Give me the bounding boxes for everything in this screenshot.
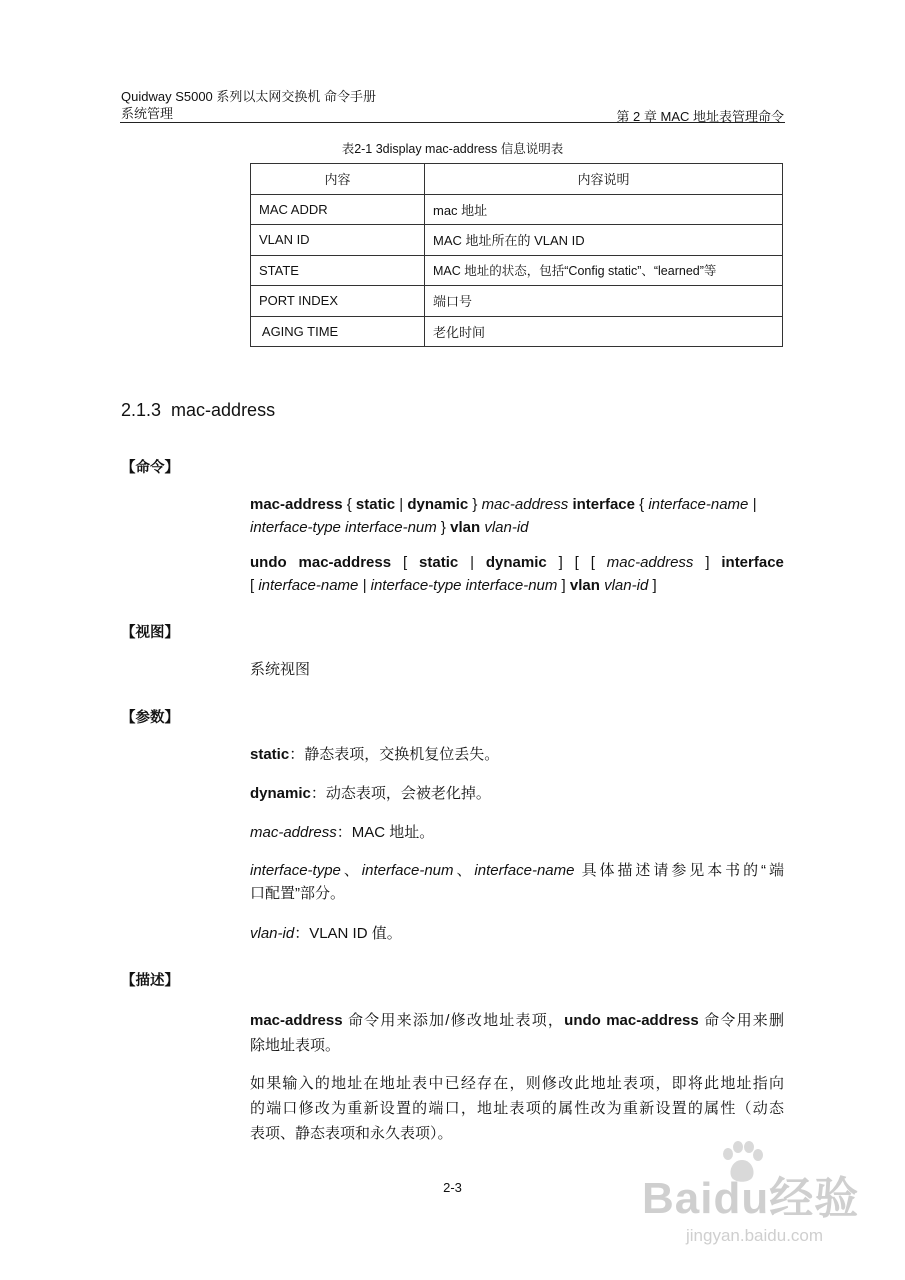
keyword: interface [572, 496, 635, 513]
table-header-row [251, 164, 783, 195]
keyword: static [419, 554, 459, 571]
argument: interface-num [361, 862, 454, 879]
syntax-token: { [342, 496, 356, 513]
table-caption: 表2-1 3display mac-address 信息说明表 [341, 142, 564, 156]
param-desc: 具体描述请参见本书的“端 [574, 862, 784, 879]
param-desc: ：VLAN ID 值。 [294, 925, 402, 942]
syntax-token: | [470, 554, 474, 571]
info-table [250, 163, 783, 347]
argument: interface-name | interface-type interface-num [258, 577, 558, 594]
table-row [251, 316, 783, 347]
table-header-cell: 内容说明 [425, 164, 783, 195]
command-syntax-line-1 [250, 493, 784, 516]
desc-text: 命令用来添加/修改地址表项， [342, 1012, 565, 1029]
desc-para-2-line-3: 表项、静态表项和永久表项）。 [250, 1125, 453, 1142]
table-cell-field: AGING TIME [251, 316, 425, 347]
syntax-token: } [436, 519, 451, 536]
syntax-token: { [634, 496, 649, 513]
table-cell-field: PORT INDEX [251, 286, 425, 317]
param-desc: ：动态表项，会被老化掉。 [310, 785, 491, 802]
keyword: mac-address [298, 554, 392, 571]
params-label: 【参数】 [121, 710, 179, 726]
command-label: 【命令】 [121, 460, 179, 476]
table-cell-field: VLAN ID [251, 225, 425, 256]
table-cell-desc: MAC 地址所在的 VLAN ID [425, 225, 783, 256]
keyword: vlan [569, 577, 600, 594]
keyword: dynamic [407, 496, 469, 513]
param-interface [250, 859, 784, 882]
syntax-token: 、 [340, 862, 362, 879]
syntax-token: ] [558, 554, 563, 571]
argument: interface-type interface-num [250, 519, 437, 536]
part-name: 系统管理 [121, 106, 174, 121]
param-static [250, 743, 784, 766]
argument: interface-type [250, 862, 341, 879]
param-desc: ：静态表项，交换机复位丢失。 [289, 746, 500, 763]
syntax-token: [ [250, 577, 259, 594]
table-row [251, 255, 783, 286]
table-cell-desc: MAC 地址的状态，包括“Config static”、“learned”等 [425, 255, 783, 286]
syntax-token: ] [557, 577, 570, 594]
argument: mac-address [481, 496, 569, 513]
command-syntax-line-3 [250, 551, 784, 574]
chapter-title: 第 2 章 MAC 地址表管理命令 [616, 109, 784, 124]
table-cell-desc: 端口号 [425, 286, 783, 317]
command-syntax-line-4 [250, 574, 784, 597]
book-title: Quidway S5000 系列以太网交换机 命令手册 [121, 89, 377, 104]
keyword: mac-address [250, 496, 343, 513]
argument: vlan-id [250, 925, 295, 942]
syntax-token: ] [705, 554, 710, 571]
baidu-watermark [642, 1140, 862, 1270]
desc-para-1-line-2: 除地址表项。 [250, 1037, 341, 1054]
table-row [251, 225, 783, 256]
keyword: dynamic [250, 785, 311, 802]
watermark-url: jingyan.baidu.com [686, 1226, 824, 1245]
argument: vlan-id [604, 577, 649, 594]
desc-label: 【描述】 [121, 973, 179, 989]
table-header-cell: 内容 [251, 164, 425, 195]
argument: interface-name | [648, 496, 757, 513]
command-syntax-line-2 [250, 516, 784, 539]
table-row [251, 194, 783, 225]
table-cell-field: STATE [251, 255, 425, 286]
syntax-token: | [395, 496, 408, 513]
param-interface-cont: 口配置”部分。 [250, 885, 345, 902]
syntax-token: 、 [453, 862, 475, 879]
syntax-token: [ [590, 554, 595, 571]
header-divider [120, 122, 785, 123]
syntax-token: [ [574, 554, 579, 571]
desc-para-1-line-1 [250, 1009, 784, 1032]
syntax-token: ] [648, 577, 657, 594]
keyword: undo [250, 554, 287, 571]
section-title: 2.1.3 mac-address [121, 400, 276, 420]
view-text: 系统视图 [250, 661, 311, 678]
keyword: vlan [450, 519, 481, 536]
desc-para-2-line-2: 的端口修改为重新设置的端口，地址表项的属性改为重新设置的属性（动态 [250, 1100, 784, 1117]
view-label: 【视图】 [121, 625, 179, 641]
argument: vlan-id [484, 519, 529, 536]
desc-text: 命令用来删 [698, 1012, 785, 1029]
keyword: mac-address [250, 1012, 343, 1029]
watermark-logo-text: Baidu经验 [642, 1174, 860, 1223]
argument: mac-address [606, 554, 694, 571]
table-cell-field: MAC ADDR [251, 194, 425, 225]
param-vlan-id [250, 922, 784, 945]
table-cell-desc: mac 地址 [425, 194, 783, 225]
param-desc: ：MAC 地址。 [336, 824, 435, 841]
table-cell-desc: 老化时间 [425, 316, 783, 347]
param-dynamic [250, 782, 784, 805]
keyword: interface [721, 554, 784, 571]
keyword: undo mac-address [564, 1012, 699, 1029]
desc-para-2-line-1: 如果输入的地址在地址表中已经存在，则修改此地址表项，即将此地址指向 [250, 1075, 784, 1092]
keyword: dynamic [485, 554, 547, 571]
keyword: static [250, 746, 290, 763]
argument: interface-name [474, 862, 575, 879]
syntax-token: [ [402, 554, 408, 571]
page-number: 2-3 [443, 1180, 462, 1195]
param-mac-address [250, 821, 784, 844]
keyword: static [355, 496, 396, 513]
syntax-token: } [468, 496, 482, 513]
argument: mac-address [250, 824, 337, 841]
table-row [251, 286, 783, 317]
